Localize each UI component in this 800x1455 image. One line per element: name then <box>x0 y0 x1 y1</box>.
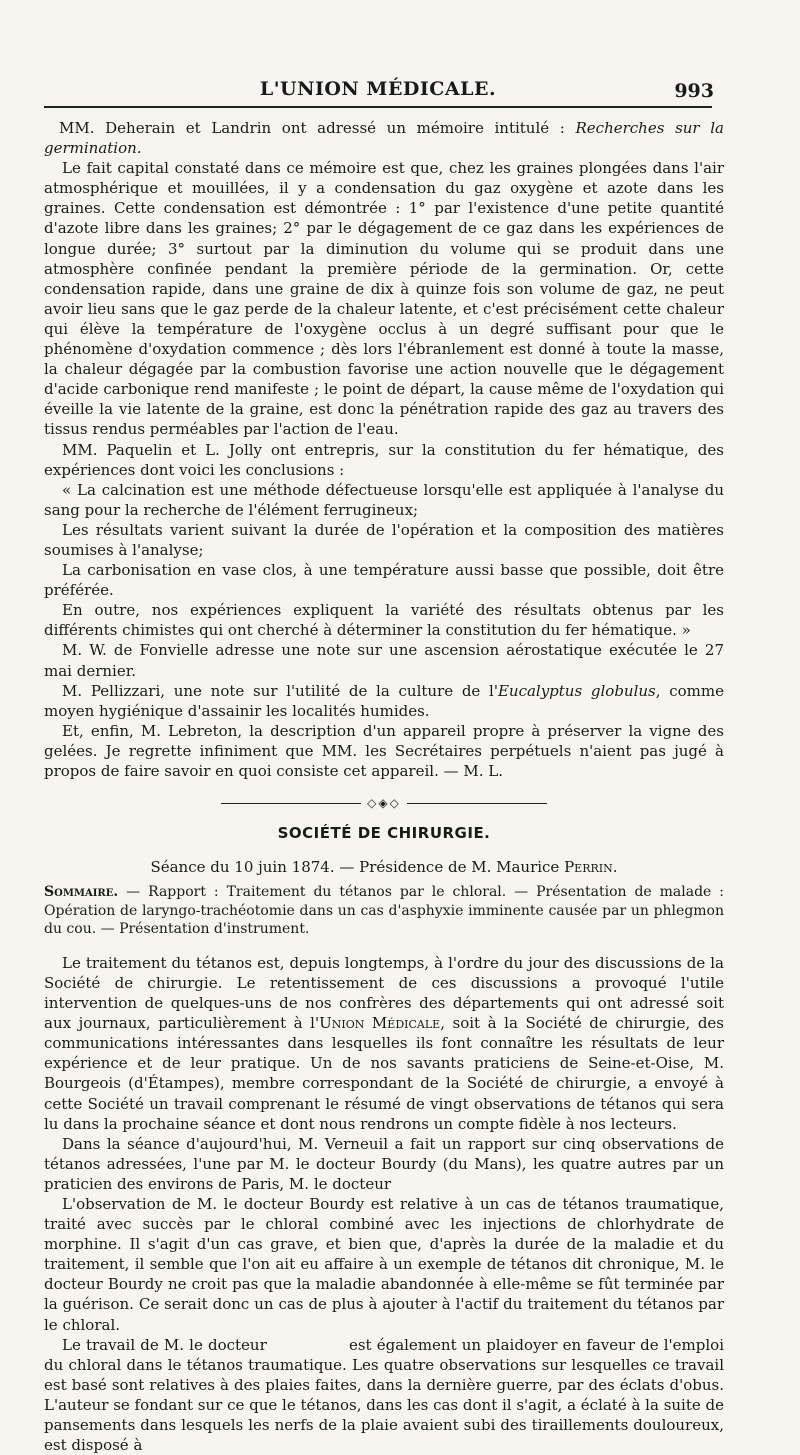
running-title: L'UNION MÉDICALE. <box>259 78 497 100</box>
journal-name: Union Médicale <box>319 1014 441 1033</box>
paragraph <box>44 118 724 158</box>
page-header <box>44 78 712 108</box>
paragraph: Le fait capital constaté dans ce mémoire est que, chez les graines plongées dans l'air atmosphérique et mouillées, il y a condensation du gaz oxygène et azote dans les graines. Cette condensation est démontrée : 1° par l'existence d'une petite quantité d'azote libre dans les graines; 2° par le dégagement de ce gaz dans les expériences de longue durée; 3° surtout par la diminution du volume qui se produit dans une atmosphère confinée pendant la première période de la germination. Or, cette condensation rapide, dans une graine de dix à quinze fois son volume de gaz, ne peut avoir lieu sans que le gaz perde de la chaleur latente, et c'est précisément cette chaleur qui élève la température de l'oxygène occlus à un degré suffisant pour que le phénomène d'oxydation commence ; dès lors l'ébranlement est donné à toute la masse, la chaleur dégagée par la combustion favorise une action nouvelle que le dégagement d'acide carbonique rend manifeste ; le point de départ, la cause même de l'oxydation qui éveille la vie latente de la graine, est donc la pénétration rapide des gaz au travers des tissus rendus perméables par l'action de l'eau. <box>44 159 724 439</box>
paragraph-text: , soit à la Société de chirurgie, des communications intéressantes dans lesquelles ils font connaître les résultats de leur expérience et de leur pratique. Un de nos savants praticiens de Seine-et-Oise, M. Bourgeois (d'Étampes), membre correspondant de la Société de chirurgie, a envoyé à cette Société un travail comprenant le résumé de vingt observations de tétanos qui sera lu dans la prochaine séance et dont nous rendrons un compte fidèle à nos lecteurs. <box>44 1014 724 1133</box>
session-line <box>44 857 724 877</box>
paragraph: Dans la séance d'aujourd'hui, M. Verneuil a fait un rapport sur cinq observations de tétanos adressées, l'une par M. le docteur Bourdy (du Mans), les quatre autres par un praticien des environs de Paris, M. le docteur <box>44 1134 724 1193</box>
paragraph <box>44 953 724 1134</box>
paragraph-text: , comme moyen hygiénique d'assainir les localités humides. <box>44 681 724 720</box>
paragraph: La carbonisation en vase clos, à une température aussi basse que possible, doit être préférée. <box>44 561 724 600</box>
paragraph: En outre, nos expériences expliquent la variété des résultats obtenus par les différents chimistes qui ont cherché à déterminer la constitution du fer hématique. » <box>44 601 724 640</box>
paragraph-text: MM. Deherain et Landrin ont adressé un mémoire intitulé : <box>59 119 576 137</box>
species-name: Eucalyptus globulus <box>497 681 656 700</box>
summary <box>44 883 724 939</box>
paragraph: « La calcination est une méthode défectueuse lorsqu'elle est appliquée à l'analyse du sang pour la recherche de l'élément ferrugineux; <box>44 480 724 519</box>
summary-text: — Rapport : Traitement du tétanos par le chloral. — Présentation de malade : Opération de laryngo-trachéotomie dans un cas d'asphyxie imminente causée par un phlegmon du cou. — Présentation d'instrument. <box>44 884 724 938</box>
paragraph: MM. Paquelin et L. Jolly ont entrepris, sur la constitution du fer hématique, des expériences dont voici les conclusions : <box>44 440 724 479</box>
article-body <box>44 118 729 1455</box>
paragraph-text: Le traitement du tétanos est, depuis longtemps, à l'ordre du jour des discussions de la Société de chirurgie. Le retentissement de ces discussions a provoqué l'utile intervention de quelques-uns de nos confrères des départements qui ont adressé soit aux journaux, particulièrement à l' <box>44 953 724 1033</box>
session-text: . <box>612 858 618 877</box>
summary-label: Sommaire. <box>44 884 119 901</box>
paragraph-text: M. Pellizzari, une note sur l'utilité de la culture de l' <box>62 681 498 700</box>
session-text: Séance du 10 juin 1874. — Présidence de M. Maurice <box>150 858 565 877</box>
paragraph: Les résultats varient suivant la durée de l'opération et la composition des matières soumises à l'analyse; <box>44 520 724 559</box>
memoir-title: Recherches sur la germination. <box>44 119 724 158</box>
president-name: Perrin <box>564 858 613 877</box>
ornamental-divider: ◇◈◇ <box>44 793 724 813</box>
paragraph: Le travail de M. le docteur est également un plaidoyer en faveur de l'emploi du chloral dans le tétanos traumatique. Les quatre observations sur lesquelles ce travail est basé sont relatives à des plaies faites, dans la dernière guerre, par des éclats d'obus. L'auteur se fondant sur ce que le tétanos, dans les cas dont il s'agit, a éclaté à la suite de pansements dans lesquels les nerfs de la plaie avaient subi des tiraillements douloureux, est disposé à <box>44 1335 729 1455</box>
paragraph: M. W. de Fonvielle adresse une note sur une ascension aérostatique exécutée le 27 mai dernier. <box>44 641 724 680</box>
section-title: SOCIÉTÉ DE CHIRURGIE. <box>277 824 491 843</box>
paragraph: Et, enfin, M. Lebreton, la description d'un appareil propre à préserver la vigne des gelées. Je regrette infiniment que MM. les Secrétaires perpétuels n'aient pas jugé à propos de faire savoir en quoi consiste cet appareil. — M. L. <box>44 721 724 780</box>
paragraph <box>44 681 724 721</box>
paragraph: L'observation de M. le docteur Bourdy est relative à un cas de tétanos traumatique, traité avec succès par le chloral combiné avec les injections de chlorhydrate de morphine. Il s'agit d'un cas grave, et bien que, d'après la durée de la maladie et du traitement, il semble que l'on ait eu affaire à un exemple de tétanos dit chronique, M. le docteur Bourdy ne croit pas que la maladie abandonnée à elle-même se fût terminée par la guérison. Ce serait donc un cas de plus à ajouter à l'actif du traitement du tétanos par le chloral. <box>44 1195 724 1334</box>
page-number: 993 <box>674 80 714 102</box>
